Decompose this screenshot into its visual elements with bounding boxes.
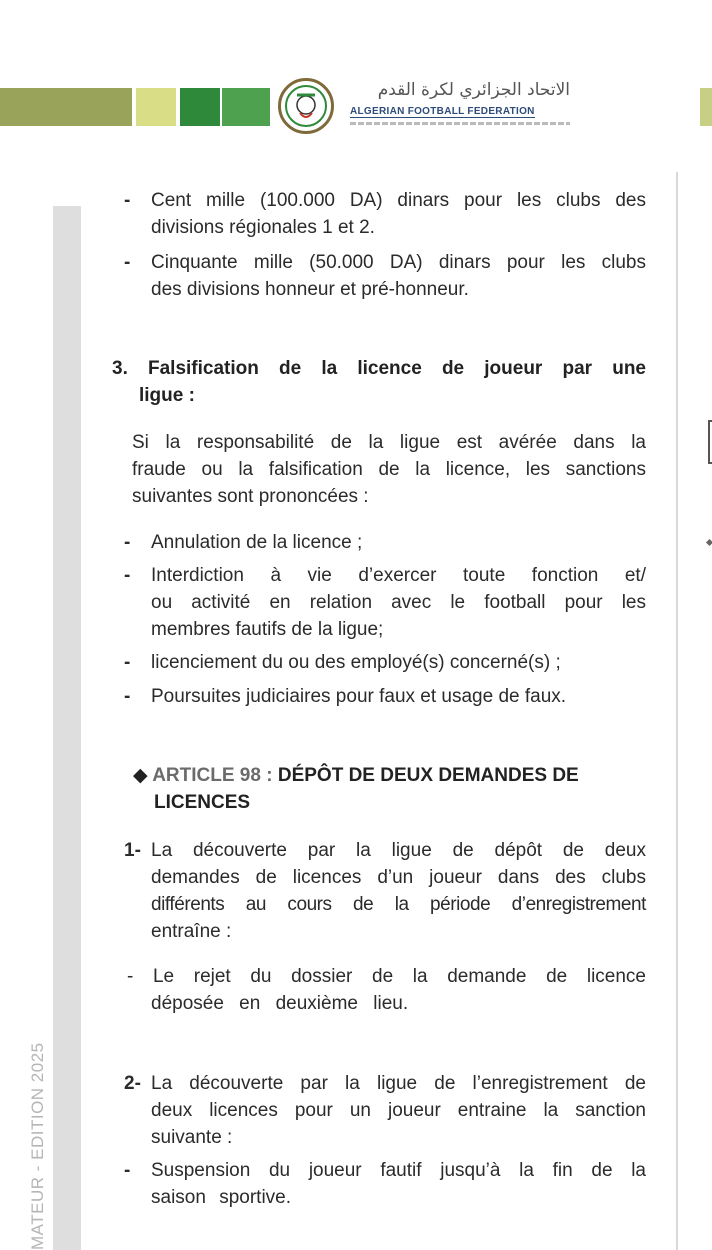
diamond-icon: ◆ (133, 765, 148, 786)
header-band (0, 70, 712, 140)
list-item: Cinquante mille (50.000 DA) dinars pour les clubs des divisions honneur et pré-honneur. (151, 252, 646, 300)
right-page-edge-marker (706, 539, 712, 546)
article-point: La découverte par la ligue de l’enregistrement de deux licences pour un joueur entraine la sanction suivante : (151, 1073, 646, 1148)
article-number: ARTICLE 98 : (152, 765, 273, 786)
header-stripe (222, 88, 270, 126)
article-heading (133, 762, 653, 816)
article-point: La découverte par la ligue de dépôt de deux demandes de licences d’un joueur dans des clubs différents au cours de la période d’enregistrement entraîne : (151, 840, 646, 942)
section-heading: 3. Falsification de la licence de joueur par une ligue : (112, 358, 646, 406)
bullet-dash: - (124, 532, 131, 553)
point-number: 1- (124, 840, 141, 861)
federation-tagline (350, 122, 570, 125)
edition-label: MATEUR - EDITION 2025 (28, 1042, 47, 1250)
bullet-dash: - (124, 1160, 131, 1181)
bullet-dash: - (124, 252, 131, 273)
bullet-dash: - (124, 190, 131, 211)
bullet-dash: - (124, 565, 131, 586)
side-bar (53, 206, 81, 1250)
article-title: DÉPÔT DE DEUX DEMANDES DE (277, 765, 579, 786)
list-item: Interdiction à vie d’exercer toute fonction et/ ou activité en relation avec le football pour les membres fautifs de la ligue; (151, 565, 646, 640)
right-page-edge (708, 420, 712, 464)
list-item: Cent mille (100.000 DA) dinars pour les clubs des divisions régionales 1 et 2. (151, 190, 646, 238)
header-stripe (136, 88, 176, 126)
faf-crest-icon (278, 78, 334, 134)
header-stripe (180, 88, 220, 126)
article-title-continued: LICENCES (154, 792, 251, 813)
federation-name-arabic: الاتحاد الجزائري لكرة القدم (377, 80, 570, 100)
list-item: Annulation de la licence ; (151, 532, 363, 553)
point-number: 2- (124, 1073, 141, 1094)
section-intro: Si la responsabilité de la ligue est avérée dans la fraude ou la falsification de la licence, les sanctions suivantes sont prononcées : (132, 432, 646, 507)
article-point-result: - Le rejet du dossier de la demande de licence déposée en deuxième lieu. (127, 966, 646, 1014)
bullet-dash: - (124, 652, 131, 673)
header-stripe (0, 88, 132, 126)
right-divider (676, 172, 678, 1250)
list-item: Suspension du joueur fautif jusqu’à la fin de la saison sportive. (151, 1160, 646, 1208)
list-item: Poursuites judiciaires pour faux et usage de faux. (151, 686, 567, 707)
header-stripe (700, 88, 712, 126)
federation-name-english: ALGERIAN FOOTBALL FEDERATION (350, 106, 535, 117)
list-item: licenciement du ou des employé(s) concerné(s) ; (151, 652, 561, 673)
bullet-dash: - (124, 686, 131, 707)
